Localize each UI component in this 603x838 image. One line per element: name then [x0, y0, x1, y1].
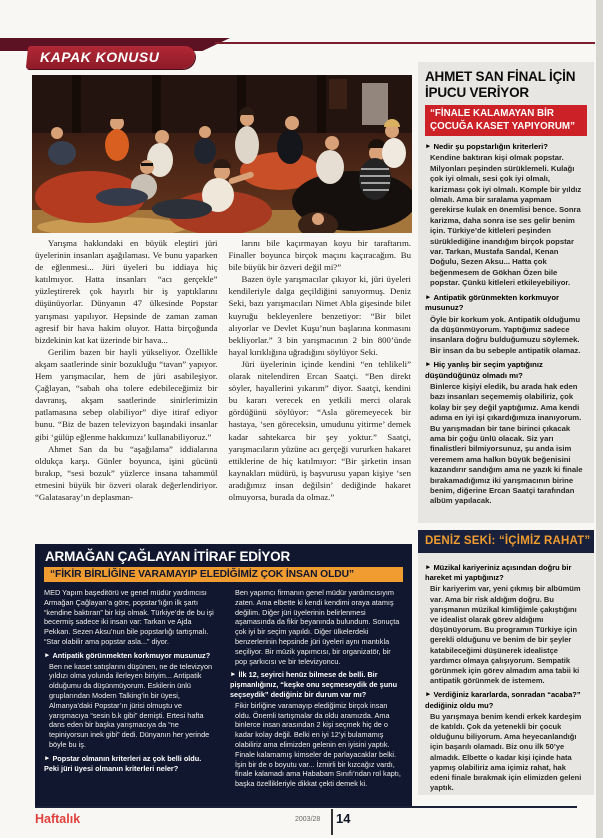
page-number: 14 — [336, 811, 351, 826]
issue-number: 2003/28 — [295, 816, 321, 823]
question-text: İlk 12, seyirci henüz bilmese de belli. Bir pişmanlığınız, “keşke onu seçmeseydik de şunu seçseydik” dediğiniz bir durum var mı? — [230, 670, 398, 699]
cover-photo — [32, 75, 412, 233]
question-bullet-icon: ► — [425, 564, 432, 571]
question-text: Müzikal kariyeriniz açısından doğru bir hareket mi yaptığınız? — [425, 563, 572, 583]
article-paragraph: Yarışma hakkındaki en büyük eleştiri jüri üyelerinin insanları aşağılaması. Ve bunu yaparken de eğlenmesi... Jüri üyeleri bu iddiaya hiç katılmıyor. Hatta insanları “acı gerçekle” yüzleştirerek çok hayırlı bir iş yaptıklarını düşünüyorlar. Dünyanın 47 ülkesinde Popstar yarışması yapılıyor. Hepsinde de zaman zaman agresif bir hava hakim oluyor. Hatta birçoğunda bizdekinin kat kat üzerinde bir hava... — [35, 238, 218, 345]
article-paragraph: Jüri üyelerinin içinde kendini “en tehlikeli” olarak nitelendiren Ercan Saatçi. “Ben direkt söyler, hayallerini yıkarım” diyor. Saatçi, kendini bu kararı verecek en yetkili merci olarak gördüğünü söylüyor: “Asla göremeyecek bir hastaya, ‘sen göreceksin, umudunu yitirme’ demek kadar sahtekarca bir şey yoktur.” Saatçi, yarışmacıların yüzüne acı gerçeği vururken hakaret ettiklerine de hiç katılmıyor: “Bir şirketin insan kaynakları müdürü, iş başvurusu yapan kişiye ‘sen aradığımız insan değilsin’ dediğinde hakaret olmuyorsa, burada da olmaz.” — [228, 358, 411, 502]
question — [425, 142, 587, 152]
answer: Kendine baktıran kişi olmak popstar. Milyonları peşinden sürüklemeli. Kulağı çok iyi olmalı, sesi çok iyi olmalı, karizması çok iyi olmalı. Komple bir yıldız olmalı. Ama bir sıralama yapmam gerekirse kulak en önemlisi bence. Sonra karizma, daha sonra ise ses gelir benim için. Türkiye’de kitleleri peşinden sürüklediğine inandığım birçok popstar var. Tarkan, Mustafa Sandal, Kenan Doğulu, Sezen Aksu... Hatta çok beğenmesem de Gökhan Özen bile popstar. Çünkü kitleleri etkileyebiliyor. — [430, 153, 582, 288]
question-text: Nedir şu popstarlığın kriterleri? — [433, 142, 548, 151]
question — [425, 293, 587, 314]
article-paragraph: larını bile kaçırmayan koyu bir taraftarım. Finaller boyunca birçok maçını kaçıracağım. Bu bile büyük bir özveri değil mi?” — [228, 238, 411, 273]
ahmet-san-title: AHMET SAN FİNAL İÇİN İPUCU VERİYOR — [425, 69, 576, 100]
section-rule — [215, 42, 595, 44]
ahmet-san-box — [418, 62, 594, 523]
question-bullet-icon: ► — [44, 754, 51, 762]
deniz-seki-box — [418, 553, 594, 795]
armagan-subtitle: “FİKİR BİRLİĞİNE VARAMAYIP ELEDİĞİMİZ ÇOK İNSAN OLDU” — [44, 567, 403, 582]
section-label: KAPAK KONUSU — [40, 49, 160, 65]
cover-photo-illustration — [32, 75, 412, 233]
question-bullet-icon: ► — [425, 293, 432, 301]
armagan-qa — [44, 588, 403, 794]
armagan-title: ARMAĞAN ÇAĞLAYAN İTİRAF EDİYOR — [45, 549, 291, 564]
ahmet-san-subtitle: “FİNALE KALAMAYAN BİR ÇOCUĞA KASET YAPIYORUM” — [425, 105, 587, 136]
question — [425, 563, 587, 583]
answer: Bir kariyerim var, yeni çıkmış bir albümüm var. Ama bir risk aldığım doğru. Bu yarışmanın müzikal kimliğimle çakıştığını ve idealist olarak görev aldığımı düşünüyorum. Bu programın Türkiye için gerekli olduğunu ve benim de bir şeyler katabileceğimi düşünerek idealistçe yardımcı olmaya çalışıyorum. Sempatik görünmek için görev almadım ama tabii ki antipatik görünmek de istemem. — [430, 584, 581, 686]
article-paragraph: Bazen öyle yarışmacılar çıkıyor ki, jüri üyeleri kendileriyle dalga geçildiğini sanıyormuş. Deniz Seki, bazı yarışmacıları Nimet Abla gişesinde bilet kuyruğu bekleyenlere benzetiyor: “Bir bilet alıyorlar ve Devlet Kuşu’nun başlarına konmasını bekliyorlar.” 3 bin yarışmacının 2 bin 800’ünde hayal kırıklığına uğradığını söylüyor Seki. — [228, 274, 411, 357]
question-bullet-icon: ► — [425, 143, 432, 150]
question-text: Hiç yanlış bir seçim yaptığınız düşündüğünüz olmadı mı? — [425, 360, 543, 380]
footer-rule — [35, 806, 577, 808]
question-bullet-icon: ► — [425, 361, 432, 369]
question-text: Antipatik görünmekten korkmuyor musunuz? — [425, 292, 560, 313]
answer: Binlerce kişiyi eledik, bu arada hak eden bazı insanları seçememiş olabiliriz, çok kolay bir şey değil yaptığımız. Ama kendi adıma en iyi işi çıkardığımıza inanıyorum. Bu yarışmadan bir tane birinci çıkacak ama bir çoğu ünlü olacak. Siz yarı finalistleri bilmiyorsunuz, şu anda isim veremem ama halkın büyük beğenisini kazandırır sandığım ama ne yazık ki finale bırakamadığımız iki yarışmacının birine benim, diğerine Ercan Saatçi tarafından albüm yapılacak. — [430, 381, 583, 506]
magazine-logo: Haftalık — [35, 812, 81, 826]
question-bullet-icon: ► — [230, 671, 237, 679]
question-text: Antipatik görünmekten korkmuyor musunuz? — [52, 650, 211, 660]
question — [230, 670, 403, 699]
answer: Öyle bir korkum yok. Antipatik olduğumu da düşünmüyorum. Yaptığımız sadece insanlara doğru bulduğumuzu söylemek. Bir insan da bu sebeple antipatik olamaz. — [430, 314, 581, 355]
page-edge — [596, 0, 603, 838]
question — [425, 360, 587, 381]
question-text: Popstar olmanın kriterleri az çok belli oldu. Peki jüri üyesi olmanın kriterleri neler? — [44, 753, 202, 773]
ahmet-san-qa — [425, 142, 587, 507]
question — [44, 651, 217, 661]
armagan-box — [35, 544, 412, 806]
armagan-intro: MED Yapım başeditörü ve genel müdür yardımcısı Armağan Çağlayan’a göre, popstar’lığın ilk şartı “kendine baktıran” bir kişi olmak. Türkiye’de de bu işi becermiş sadece iki insan var: Tarkan ve Ajda Pekkan. Sezen Aksu’nun bile popstarlığı tartışmalı. “Star olabilir ama popstar asla...” diyor. — [44, 588, 214, 646]
article-paragraph: Gerilim bazen bir hayli yükseliyor. Özellikle akşam saatlerinde sinir bozukluğu “tavan” yapıyor. Hem yarışmacılar, hem de jüri asabileşiyor. Çağlayan, “sabah oha tolere edebileceğimiz bir davranış, akşam saatlerinde sinirlerimizin patlamasına sebep olabiliyor” diye itiraf ediyor bunu. “Biz de bazen televizyon başındaki insanlar gibi ‘gülüp eğlenme hakkımızı’ kullanabiliyoruz.” — [35, 346, 218, 442]
deniz-seki-title: DENİZ SEKİ: “İÇİMİZ RAHAT” — [418, 530, 594, 553]
footer-divider — [331, 809, 333, 835]
answer: Ben ne kaset satışlarını düşünen, ne de televizyon yıldızı olma yolunda ilerleyen biriyim... Antipatik olduğumu da düşünmüyorum. Eskilerin ünlü gruplarından Modern Talking’in bir üyesi, Almanya’daki Popstar’ın jürisi olmuştu ve yarışmacıya “sesin b.k gibi” demişti. Ertesi hafta dans eden bir başka yarışmacıya da “ne tepiniyorsun inek gibi” dedi. Dünyanın her yerinde böyle bu iş. — [49, 661, 213, 749]
answer: Fikir birliğine varamayıp elediğimiz birçok insan oldu. Önemli tartışmalar da oldu aramızda. Ama binlerce insan arasından 2 kişi seçmek hiç de o kadar kolay değil. Belki en iyi 12’yi bulamamış olabiliriz ama elimizden gelenin en iyisini yaptık. Finale kalamamış kimseler de parlayacaklar belki. İşin bir de o boyutu var... İzmirli bir kızcağız vardı, finale kalamadı ama Hababam Sınıfı’ndan rol kaptı, başka özellikleriyle dikkat çekti demek ki. — [235, 700, 401, 789]
answer: Ben yapımcı firmanın genel müdür yardımcısıyım zaten. Ama elbette ki kendi kendimi oraya atamış değilim. Diğer jüri üyelerinin belirlenmesi aşamasında da fikir beyanında bulundum. Sonuçta çok iyi bir seçim yapıldı. Diğer ülkelerdeki benzerlerinin hepsinde jüri üyeleri aynı mantıkla seçiliyor. Bir müzik yapımcısı, bir organizatör, bir pop şarkıcısı ve bir televizyoncu. — [235, 588, 400, 666]
deniz-seki-qa — [425, 563, 587, 793]
question-bullet-icon: ► — [425, 691, 432, 699]
question — [425, 690, 587, 710]
question-text: Verdiğiniz kararlarda, sonradan “acaba?” dediğiniz oldu mu? — [425, 690, 581, 710]
article-body — [35, 237, 411, 541]
answer: Bu yarışmaya benim kendi erkek kardeşim de katıldı. Çok da yetenekli bir çocuk olduğunu biliyorum. Ama heyecanlandığı için başarılı olamadı. Biz onu ilk 50’ye almadık. Elbette o kadar kişi içinde hata yapmış olabiliriz ama içimiz rahat, hak edeni finale bırakmak için elimizden geleni yaptık. — [430, 711, 582, 793]
article-paragraph: Ahmet San da bu “aşağılama” iddialarına oldukça karşı. Günler boyunca, işini gücünü bırakıp, “sesi bozuk” yüzlerce insana tahammül etmesini büyük bir özveri olarak değerlendiriyor. “Galatasaray’ın deplasman- — [35, 443, 218, 502]
question — [44, 754, 217, 774]
question-bullet-icon: ► — [44, 651, 51, 659]
